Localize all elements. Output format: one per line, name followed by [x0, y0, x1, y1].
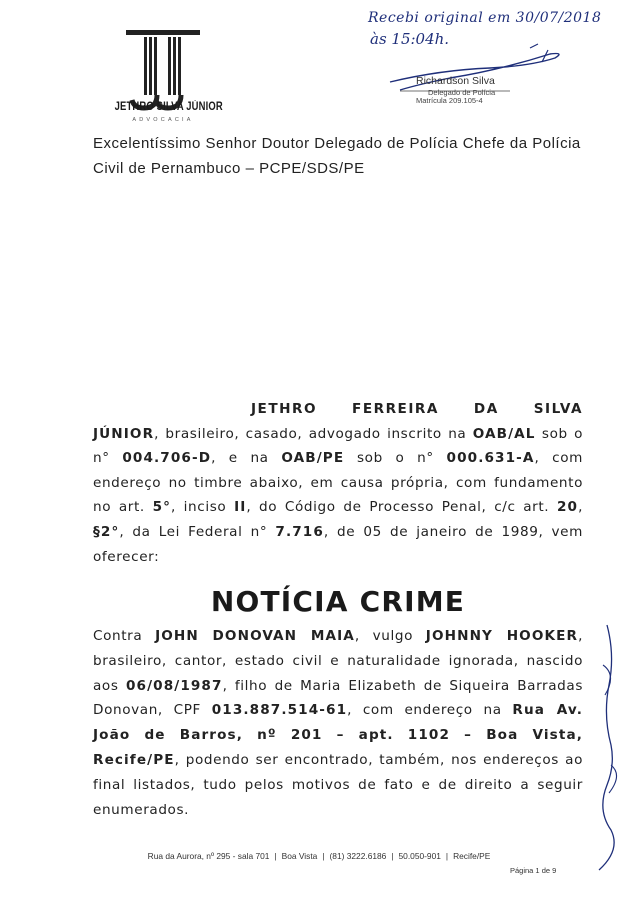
- name-word: DA: [473, 401, 499, 417]
- stamp-registration: Matrícula 209.105-4: [416, 96, 483, 105]
- petitioner-name-line: [93, 397, 583, 422]
- name-word: JETHRO: [251, 401, 318, 417]
- footer-phone: (81) 3222.6186: [329, 851, 387, 861]
- petitioner-paragraph: [93, 397, 583, 569]
- logo-firm-name: JETHRO SILVA JÚNIOR: [114, 101, 223, 113]
- law-firm-logo: [108, 28, 223, 128]
- accused-paragraph: Contra JOHN DONOVAN MAIA, vulgo JOHNNY HOOKER, brasileiro, cantor, estado civil e naturalidade ignorada, nascido aos 06/08/1987, filho de Maria Elizabeth de Siqueira Barradas Donovan, CPF 013.887.514-61, com endereço na Rua Av. João de Barros, nº 201 – apt. 1102 – Boa Vista, Recife/PE, podendo ser encontrado, também, nos endereços ao final listados, tudo pelos motivos de fato e de direito a seguir enumerados.: [93, 628, 584, 818]
- name-word: SILVA: [533, 401, 583, 417]
- addressee-line: Excelentíssimo Senhor Doutor Delegado de Polícia Chefe da Polícia Civil de Pernambuco – PCPE/SDS/PE: [93, 135, 581, 177]
- page-number: Página 1 de 9: [510, 866, 557, 875]
- footer-district: Boa Vista: [281, 851, 318, 861]
- footer-city: Recife/PE: [453, 851, 491, 861]
- petitioner-text: JÚNIOR, brasileiro, casado, advogado inscrito na OAB/AL sob o n° 004.706-D, e na OAB/PE sob o n° 000.631-A, com endereço no timbre abaixo, em causa própria, com fundamento no art. 5°, inciso II, do Código de Processo Penal, c/c art. 20, §2°, da Lei Federal n° 7.716, de 05 de janeiro de 1989, vem oferecer:: [93, 425, 584, 565]
- margin-signature: [585, 615, 635, 885]
- footer-letterhead: Rua da Aurora, nº 295 - sala 701 | Boa Vista | (81) 3222.6186 | 50.050-901 | Recife/PE: [147, 851, 491, 861]
- footer-zip: 50.050-901: [398, 851, 441, 861]
- name-word: FERREIRA: [352, 401, 439, 417]
- handwritten-receipt-note: Recebi original em 30/07/2018: [368, 10, 602, 26]
- document-title: NOTÍCIA CRIME: [210, 585, 466, 618]
- stamp-officer-role: Delegado de Polícia: [428, 88, 496, 97]
- stamp-officer-name: Richardson Silva: [416, 75, 495, 87]
- logo-subtitle: ADVOCACIA: [132, 117, 194, 123]
- footer-address: Rua da Aurora, nº 295 - sala 701: [147, 851, 270, 861]
- handwritten-receipt-time: às 15:04h.: [370, 30, 450, 48]
